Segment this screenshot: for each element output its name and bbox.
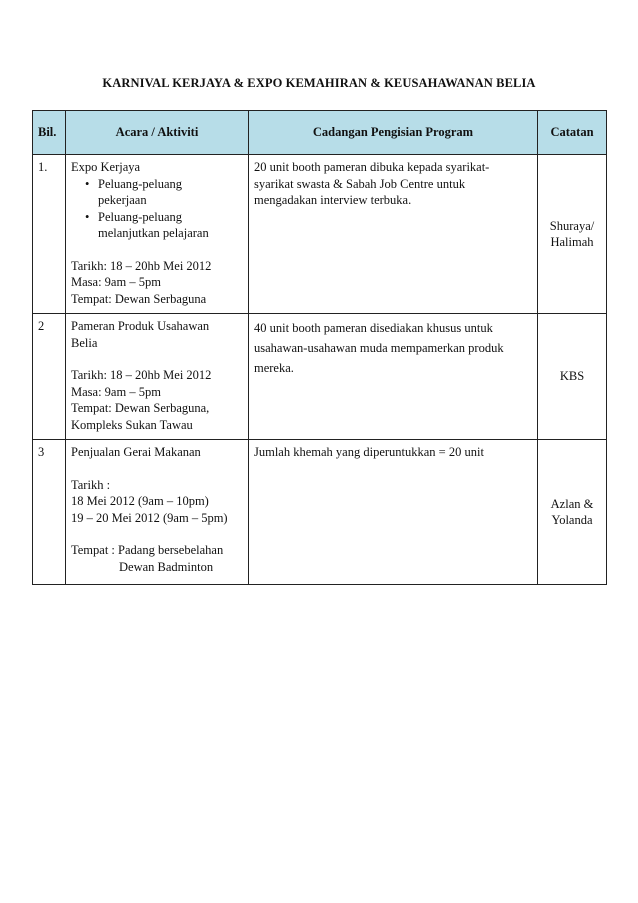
tarikh-label: Tarikh :	[71, 477, 111, 492]
tempat: Tempat : Padang bersebelahan	[71, 543, 224, 557]
row-catatan	[538, 314, 607, 440]
tarikh: 18 Mei 2012 (9am – 10pm)	[71, 494, 209, 508]
table-row	[33, 314, 607, 440]
row-bil: 3	[33, 440, 66, 585]
row-bil: 1.	[33, 155, 66, 314]
catatan-line: Azlan &	[550, 496, 594, 511]
row-acara	[66, 440, 249, 585]
acara-title: Penjualan Gerai Makanan	[71, 445, 201, 459]
tempat: Kompleks Sukan Tawau	[71, 417, 193, 432]
cadangan-line: 40 unit booth pameran disediakan khusus untuk	[254, 321, 493, 335]
masa: Masa: 9am – 5pm	[71, 275, 161, 289]
row-catatan	[538, 155, 607, 314]
catatan-line: Shuraya/	[549, 218, 595, 233]
list-item: • Peluang-peluang pekerjaan	[71, 176, 243, 209]
tarikh: Tarikh: 18 – 20hb Mei 2012	[71, 258, 212, 273]
header-bil: Bil.	[33, 111, 66, 155]
acara-title: Belia	[71, 335, 98, 350]
document-title: KARNIVAL KERJAYA & EXPO KEMAHIRAN & KEUSAHAWANAN BELIA	[102, 76, 536, 90]
tempat: Tempat: Dewan Serbaguna,	[71, 401, 210, 415]
catatan-line: KBS	[559, 369, 585, 384]
cadangan-line: Jumlah khemah yang diperuntukkan = 20 unit	[254, 445, 484, 459]
table-header-row	[33, 111, 607, 155]
header-cadangan: Cadangan Pengisian Program	[249, 111, 538, 155]
masa: Masa: 9am – 5pm	[71, 384, 161, 399]
table-row	[33, 440, 607, 585]
tarikh: Tarikh: 18 – 20hb Mei 2012	[71, 368, 212, 382]
header-catatan: Catatan	[538, 111, 607, 155]
cadangan-line: 20 unit booth pameran dibuka kepada syarikat-	[254, 160, 490, 174]
row-acara	[66, 155, 249, 314]
cadangan-line: syarikat swasta & Sabah Job Centre untuk	[254, 176, 466, 191]
acara-title: Expo Kerjaya	[71, 160, 141, 174]
tempat: Tempat: Dewan Serbaguna	[71, 291, 207, 306]
cadangan-line: mereka.	[254, 361, 294, 375]
header-acara: Acara / Aktiviti	[66, 111, 249, 155]
acara-title: Pameran Produk Usahawan	[71, 319, 210, 333]
row-cadangan	[249, 440, 538, 585]
list-item: • Peluang-peluang melanjutkan pelajaran	[71, 209, 243, 242]
row-cadangan	[249, 314, 538, 440]
tarikh: 19 – 20 Mei 2012 (9am – 5pm)	[71, 510, 228, 525]
bullet-list	[71, 176, 243, 242]
cadangan-line: mengadakan interview terbuka.	[254, 193, 412, 207]
tempat: Dewan Badminton	[119, 559, 214, 574]
table-row	[33, 155, 607, 314]
row-cadangan	[249, 155, 538, 314]
catatan-line: Yolanda	[551, 513, 593, 527]
row-catatan	[538, 440, 607, 585]
catatan-line: Halimah	[550, 235, 594, 249]
program-table	[32, 110, 607, 585]
row-bil: 2	[33, 314, 66, 440]
cadangan-line: usahawan-usahawan muda mempamerkan produk	[254, 341, 504, 355]
row-acara	[66, 314, 249, 440]
